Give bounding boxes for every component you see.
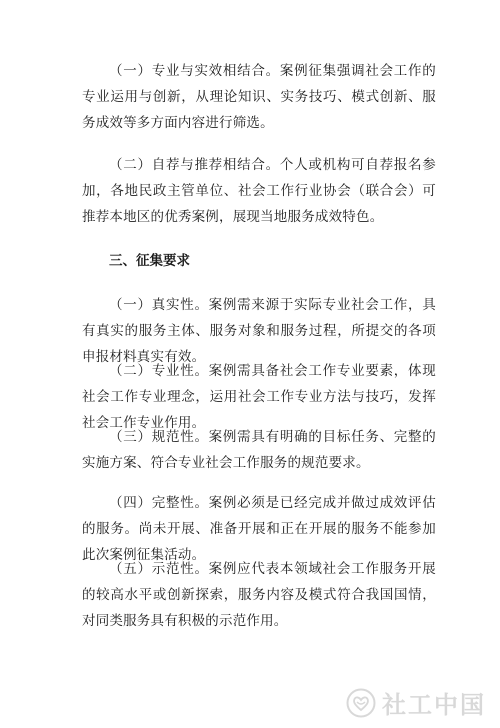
section-heading-requirements: 三、征集要求 — [109, 253, 190, 269]
heart-hands-logo-icon — [346, 688, 376, 718]
watermark — [346, 685, 486, 720]
paragraph-completeness: （四）完整性。案例必须是已经完成并做过成效评估的服务。尚未开展、准备开展和正在开展的服务不能参加此次案例征集活动。 — [82, 495, 436, 563]
paragraph-authenticity: （一）真实性。案例需来源于实际专业社会工作，具有真实的服务主体、服务对象和服务过程，所提交的各项申报材料真实有效。 — [82, 297, 436, 365]
paragraph-professional-effectiveness: （一）专业与实效相结合。案例征集强调社会工作的专业运用与创新，从理论知识、实务技巧、模式创新、服务成效等多方面内容进行筛选。 — [82, 63, 436, 131]
watermark-text: 社工中国 — [382, 691, 486, 719]
paragraph-professionalism: （二）专业性。案例需具备社会工作专业要素，体现社会工作专业理念，运用社会工作专业方法与技巧，发挥社会工作专业作用。 — [82, 363, 436, 431]
paragraph-standardization: （三）规范性。案例需具有明确的目标任务、完整的实施方案、符合专业社会工作服务的规范要求。 — [82, 429, 436, 471]
paragraph-exemplary: （五）示范性。案例应代表本领域社会工作服务开展的较高水平或创新探索，服务内容及模式符合我国国情，对同类服务具有积极的示范作用。 — [82, 561, 436, 629]
paragraph-self-recommendation: （二）自荐与推荐相结合。个人或机构可自荐报名参加，各地民政主管单位、社会工作行业协会（联合会）可推荐本地区的优秀案例，展现当地服务成效特色。 — [82, 157, 436, 225]
